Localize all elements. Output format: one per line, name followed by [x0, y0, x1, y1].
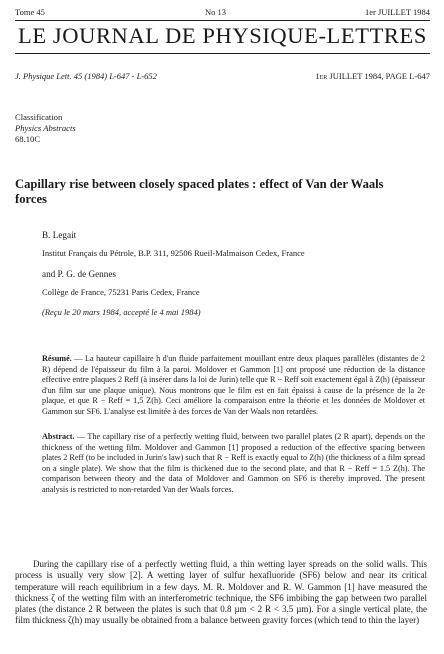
issue-number: No 13 — [205, 7, 227, 17]
resume-text: — La hauteur capillaire h d'un fluide parfaitement mouillant entre deux plaques parallèles (distantes de 2 R) dépend de l'épaisseur du film à la paroi. Moldover et Gammon [1] ont proposé une réduction de la distance effective entre plaques 2 Reff (à insérer dans la loi de Jurin) telle que R − Reff soit exactement égal à Z(h) (épaisseur d'un film sur une plaque unique). Nous montrons que le film est en fait épaissi à cause de la présence de la 2e plaque, et que R − Reff = 1,5 Z(h). Ceci améliore la comparaison entre la théorie et les données de Moldover et Gammon sur SF6. L'analyse est limitée à des forces de Van der Waals non retardées. — [42, 354, 425, 416]
resume-label: Résumé. — [42, 354, 72, 363]
body-paragraph: During the capillary rise of a perfectly wetting fluid, a thin wetting layer spreads on the solid walls. This process is usually very slow [2]. A wetting layer of sulfur hexafluoride (SF6) below and near its critical temperature will reach equilibrium in a few days. M. R. Moldover and R. W. Gammon [1] have measured the thickness ζ of the wetting film with an interferometric technique, the SF6 imbibing the gap between two parallel plates (the distance 2 R between the plates is such that 0.8 µm < 2 R < 3.5 µm). For a single vertical plate, the film thickness ζ(h) may usually be obtained from a balance between gravity forces (which tend to thin the layer) — [15, 559, 427, 626]
issue-date: 1er JUILLET 1984 — [365, 7, 430, 17]
resume-french — [42, 354, 425, 418]
abstract-text: — The capillary rise of a perfectly wetting fluid, between two parallel plates (2 R apart), depends on the thickness of the wetting film. Moldover and Gammon [1] proposed a reduction of the effective spacing between plates 2 Reff (to be included in Jurin's law) such that R − Reff is exactly equal to Z(h) (the thickness of a film spread on a single plate). We show that the film is thickened due to the second plate, and that R − Reff = 1.5 Z(h). The comparison between theory and the data of Moldover and Gammon on SF6 is thereby improved. The present analysis is restricted to non-retarded Van der Waals forces. — [42, 432, 425, 494]
author-2: and P. G. de Gennes — [42, 269, 116, 279]
classification-label: Classification — [15, 112, 63, 122]
affiliation-1: Institut Français du Pétrole, B.P. 311, 92506 Rueil-Malmaison Cedex, France — [42, 248, 305, 258]
affiliation-2: Collège de France, 75231 Paris Cedex, France — [42, 287, 200, 297]
header-rule-top — [15, 20, 430, 21]
classification-code: 68.10C — [15, 134, 41, 144]
tome-number: Tome 45 — [15, 7, 45, 17]
classification-source: Physics Abstracts — [15, 123, 76, 133]
abstract-label: Abstract. — [42, 432, 75, 441]
citation-reference: J. Physique Lett. 45 (1984) L-647 - L-652 — [15, 71, 157, 81]
received-dates: (Reçu le 20 mars 1984, accepté le 4 mai 1984) — [42, 307, 201, 317]
paper-title: Capillary rise between closely spaced plates : effect of Van der Waals forces — [15, 177, 384, 206]
citation-page: 1er JUILLET 1984, PAGE L-647 — [315, 71, 430, 81]
journal-title: LE JOURNAL DE PHYSIQUE-LETTRES — [17, 23, 427, 48]
header-rule-bottom — [15, 53, 430, 54]
author-1: B. Legait — [42, 230, 77, 240]
abstract-english — [42, 432, 425, 496]
running-header — [15, 7, 430, 19]
